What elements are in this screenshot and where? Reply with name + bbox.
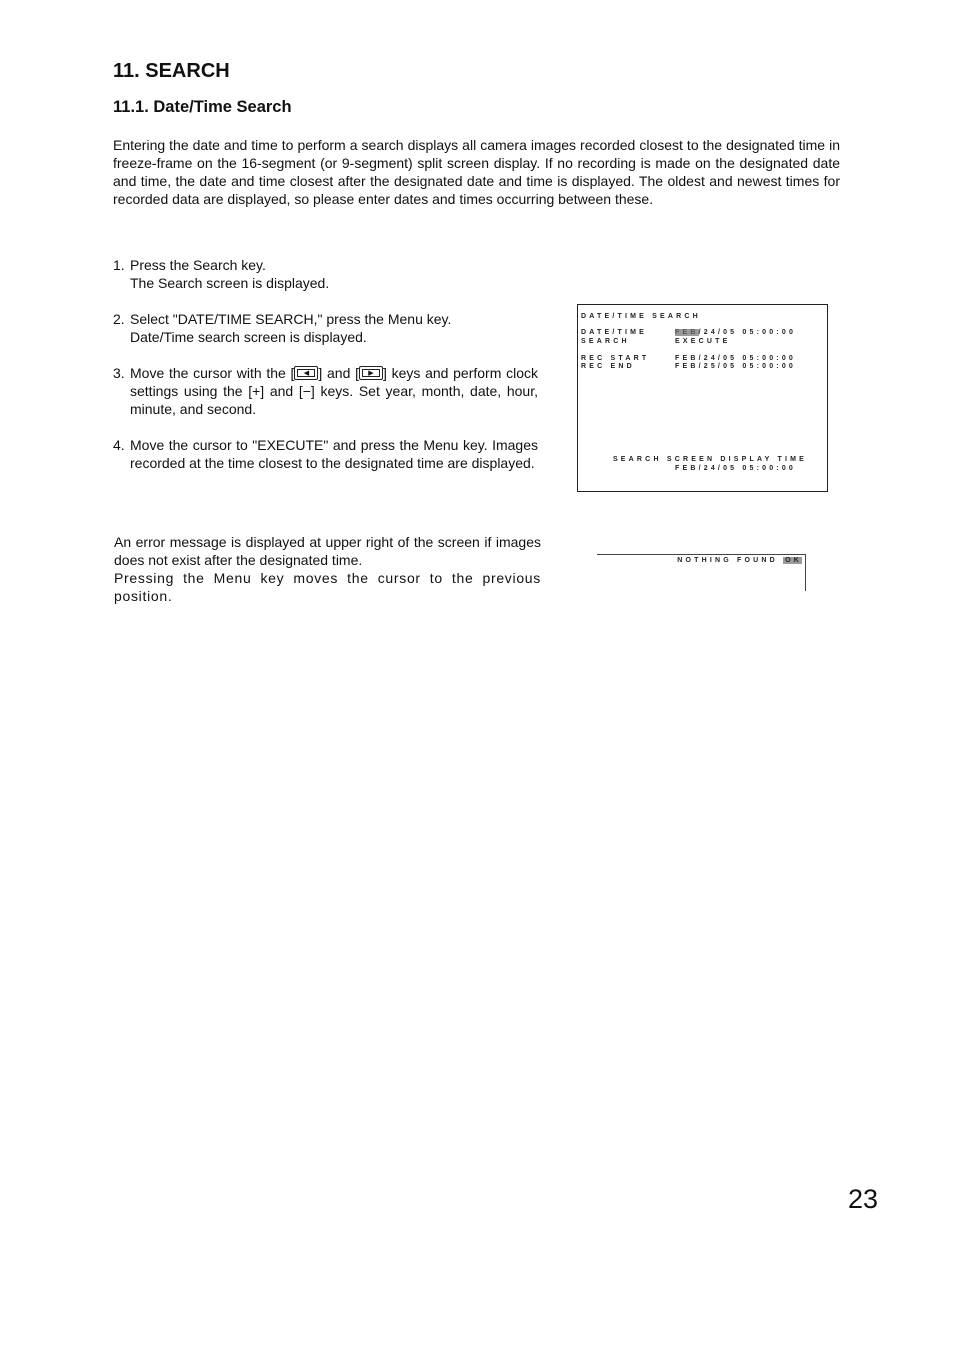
- step-1: 1. Press the Search key. The Search screen is displayed.: [113, 257, 330, 291]
- step-4: 4. Move the cursor to "EXECUTE" and press the Menu key. Images recorded at the time closest to the designated time are displayed.: [113, 437, 538, 471]
- section-heading: 11. SEARCH: [113, 60, 230, 82]
- search-label: SEARCH: [581, 338, 630, 345]
- cursor-field: FEB: [675, 329, 699, 336]
- screen-title: DATE/TIME SEARCH: [581, 313, 701, 320]
- intro-paragraph: Entering the date and time to perform a search displays all camera images recorded closest to the designated time in freeze-frame on the 16-segment (or 9-segment) split screen display. If no recording is made on the designated date and time, the date and time closest after the designated date and time is displayed. The oldest and newest times for recorded data are displayed, so please enter dates and times occurring between these.: [113, 137, 840, 207]
- page-number: 23: [847, 1184, 878, 1214]
- error-note: An error message is displayed at upper right of the screen if images does not exist after the designated time. Pressing the Menu key moves the cursor to the previous position.: [114, 534, 541, 604]
- rec-end-value: FEB/25/05 05:00:00: [675, 363, 797, 370]
- right-arrow-key-icon: ▶: [359, 366, 383, 380]
- display-time-label: SEARCH SCREEN DISPLAY TIME: [612, 456, 807, 463]
- execute-option: EXECUTE: [675, 338, 731, 345]
- step-3: 3. Move the cursor with the [ ◀ ] and [ ▶ ] keys and perform clock settings using the [+] and [−] keys. Set year, month, date, hour, minute, and second.: [113, 365, 538, 417]
- error-screen: [597, 554, 806, 591]
- step-2: 2. Select "DATE/TIME SEARCH," press the Menu key. Date/Time search screen is displayed.: [113, 311, 452, 345]
- display-time-value: FEB/24/05 05:00:00: [675, 465, 797, 472]
- rec-start-value: FEB/24/05 05:00:00: [675, 355, 797, 362]
- rec-end-label: REC END: [581, 363, 635, 370]
- left-arrow-key-icon: ◀: [294, 366, 318, 380]
- nothing-found-message: NOTHING FOUND: [677, 557, 778, 564]
- rec-start-label: REC START: [581, 355, 650, 362]
- datetime-label: DATE/TIME: [581, 329, 648, 336]
- subsection-heading: 11.1. Date/Time Search: [113, 98, 292, 116]
- datetime-value: FEB/24/05 05:00:00: [675, 329, 797, 336]
- ok-indicator: OK: [785, 557, 802, 564]
- steps-list: [113, 256, 538, 490]
- datetime-search-screen: [577, 304, 828, 492]
